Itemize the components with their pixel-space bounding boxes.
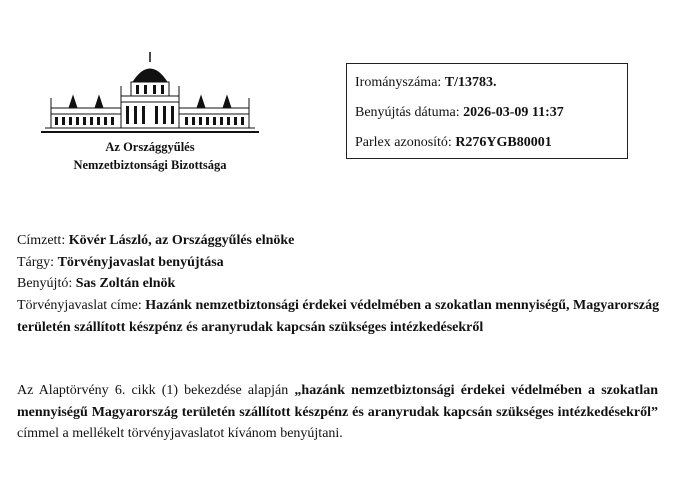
meta-row-parlex: [355, 128, 627, 158]
subject-value: Törvényjavaslat benyújtása: [57, 254, 224, 270]
submitter-label: Benyújtó:: [17, 276, 73, 292]
letterhead: [34, 52, 266, 174]
submitter-line: [17, 273, 667, 295]
parlex-label: Parlex azonosító:: [355, 135, 452, 150]
bill-title-value: Hazánk nemzetbiztonsági érdekei védelmében a szokatlan mennyiségű, Magyarország területén szállított készpénz és aranyrudak kapcsán szükséges intézkedésekről: [17, 298, 660, 335]
bill-title-label: Törvényjavaslat címe:: [17, 298, 142, 314]
address-block: [17, 230, 667, 339]
body-bill-title: „hazánk nemzetbiztonsági érdekei védelmében a szokatlan mennyiségű Magyarország területén szállított készpénz és aranyrudak kapcsán szükséges intézkedésekről”: [17, 383, 658, 420]
recipient-value: Kövér László, az Országgyűlés elnöke: [68, 233, 295, 248]
body-paragraph: [17, 380, 658, 445]
meta-row-date: [355, 98, 627, 128]
subject-label: Tárgy:: [17, 254, 55, 270]
bill-title-line: [17, 295, 667, 338]
meta-row-irom: [355, 68, 627, 98]
recipient-label: Címzett:: [17, 233, 66, 248]
irom-label: Irományszáma:: [355, 75, 442, 90]
body-outro: címmel a mellékelt törvényjavaslatot kívánom benyújtani.: [17, 426, 343, 442]
submitter-value: Sas Zoltán elnök: [75, 276, 176, 292]
body-intro: Az Alaptörvény 6. cikk (1) bekezdése alapján: [17, 383, 295, 398]
document-meta-box: [346, 63, 628, 159]
subject-line: [17, 252, 667, 274]
recipient-line: [17, 230, 667, 252]
parliament-building-icon: [39, 52, 261, 134]
org-name-line2: Nemzetbiztonsági Bizottsága: [73, 158, 227, 172]
date-label: Benyújtás dátuma:: [355, 105, 460, 120]
parlex-value: R276YGB80001: [455, 135, 552, 150]
irom-value: T/13783.: [444, 75, 497, 90]
org-name-line1: Az Országgyűlés: [105, 140, 195, 154]
date-value: 2026-03-09 11:37: [463, 105, 564, 120]
